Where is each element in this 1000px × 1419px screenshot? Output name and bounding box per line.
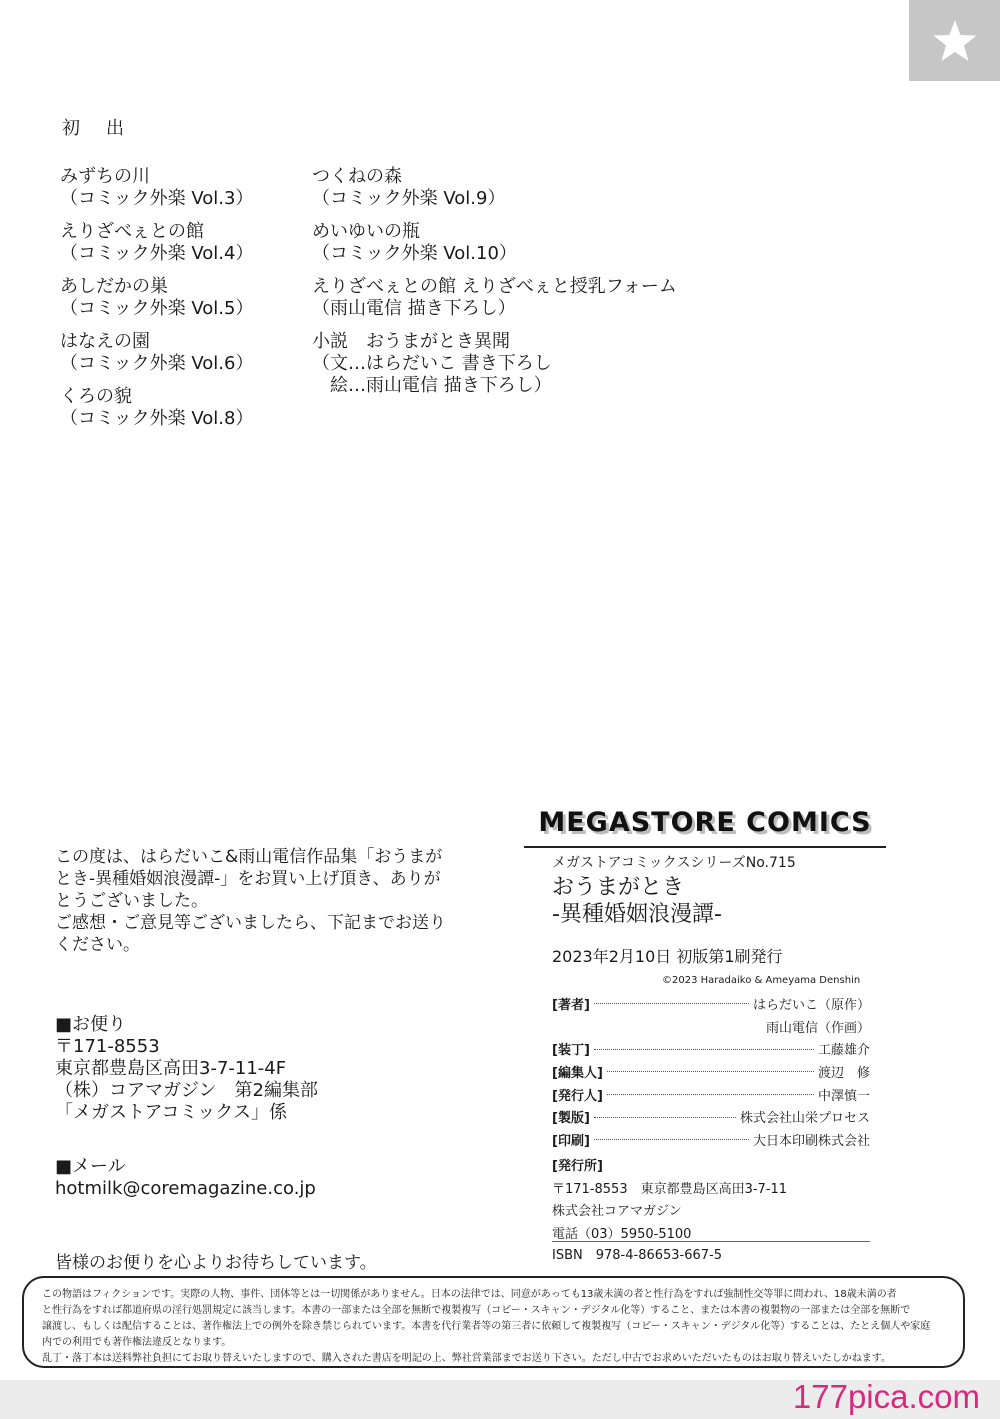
list-item (312, 276, 732, 320)
list-item (60, 331, 300, 375)
list-item (312, 221, 732, 265)
mail-street-address: 東京都豊島区高田3-7-11-4F (55, 1058, 287, 1079)
story-title: みずちの川 (60, 166, 150, 187)
credits-list (552, 992, 870, 1151)
leader-dots (607, 1070, 814, 1072)
leader-dots (594, 1002, 749, 1004)
credit-row (552, 1037, 870, 1060)
list-item (312, 166, 732, 210)
legal-notice-box (22, 1276, 965, 1368)
story-source: （コミック外楽 Vol.4） (60, 243, 254, 264)
star-tab (909, 0, 1000, 81)
story-title: はなえの園 (60, 331, 150, 352)
story-source: （コミック外楽 Vol.3） (60, 188, 254, 209)
mail-department: 「メガストアコミックス」係 (55, 1102, 288, 1123)
leader-dots (594, 1138, 749, 1140)
logo-text: MEGASTORE COMICS (538, 806, 872, 838)
story-title: あしだかの巣 (60, 276, 168, 297)
story-source: （コミック外楽 Vol.9） (312, 188, 506, 209)
publisher-block (552, 1156, 787, 1246)
story-source-line2: 絵…雨山電信 描き下ろし） (312, 375, 552, 396)
series-number: メガストアコミックスシリーズNo.715 (552, 855, 796, 871)
notice-line: 内での利用でも著作権法違反となります。 (42, 1337, 232, 1348)
thank-you-message: この度は、はらだいこ&雨山電信作品集「おうまがとき-異種婚姻浪漫譚-」をお買い上げ頂き、ありがとうございました。 ご感想・ご意見等ございましたら、下記までお送りください。 (55, 847, 446, 955)
copyright: ©2023 Haradaiko & Ameyama Denshin (662, 975, 861, 986)
credit-name: はらだいこ（原作） (752, 997, 870, 1013)
email-block (55, 1156, 316, 1200)
credit-name: 大日本印刷株式会社 (752, 1133, 870, 1149)
megastore-logo (524, 800, 886, 844)
book-title (552, 874, 722, 928)
story-title: つくねの森 (312, 166, 402, 187)
list-item (60, 166, 300, 210)
publisher-name: 株式会社コアマガジン (552, 1204, 682, 1219)
credit-name: 中澤慎一 (817, 1088, 870, 1104)
mail-address-block (55, 1014, 318, 1124)
story-source: （コミック外楽 Vol.8） (60, 408, 254, 429)
credit-role: [装丁] (552, 1043, 590, 1059)
isbn: ISBN 978-4-86653-667-5 (552, 1248, 723, 1263)
notice-line: 譲渡し、もしくは配信することは、著作権法上での例外を除き禁じられています。本書を代行業者等の第三者に依頼して複製複写（コピー・スキャン・デジタル化等）することは、たとえ個人や家庭 (42, 1321, 931, 1332)
list-item (312, 331, 732, 397)
credit-row (552, 992, 870, 1015)
credit-row (552, 1105, 870, 1128)
first-appearances-left (60, 166, 300, 441)
closing-message: 皆様のお便りを心よりお待ちしています。 (55, 1253, 377, 1273)
story-source: （コミック外楽 Vol.6） (60, 353, 254, 374)
notice-line: 乱丁・落丁本は送料弊社負担にてお取り替えいたしますので、購入された書店を明記の上、弊社営業部までお送り下さい。ただし中古でお求めいただいたものはお取り替えいたしかねます。 (42, 1353, 891, 1364)
star-icon (931, 17, 979, 65)
credit-row (552, 1060, 870, 1083)
divider (524, 846, 886, 848)
credit-name: 株式会社山栄プロセス (739, 1111, 870, 1127)
notice-line: と性行為をすれば都道府県の淫行処罰規定に該当します。本書の一部または全部を無断で複製複写（コピー・スキャン・デジタル化等）すること、または本書の複製物の一部または全部を無断で (42, 1305, 911, 1316)
story-title: えりざべぇとの館 (60, 221, 204, 242)
credit-role: [著者] (552, 997, 590, 1013)
story-source: （文…はらだいこ 書き下ろし (312, 353, 552, 374)
story-title: くろの貌 (60, 386, 132, 407)
list-item (60, 276, 300, 320)
list-item (60, 386, 300, 430)
publisher-address: 〒171-8553 東京都豊島区高田3-7-11 (552, 1181, 788, 1197)
watermark: 177pica.com (792, 1378, 980, 1415)
story-title: めいゆいの瓶 (312, 221, 420, 242)
notice-line: この物語はフィクションです。実際の人物、事件、団体等とは一切関係がありません。日本の法律では、同意があっても13歳未満の者と性行為をすれば強制性交等罪に問われ、18歳未満の者 (42, 1289, 897, 1300)
credit-row (552, 1083, 870, 1106)
story-source: （雨山電信 描き下ろし） (312, 298, 516, 319)
credit-name: 雨山電信（作画） (765, 1020, 870, 1036)
first-appearances-right (312, 166, 732, 408)
mail-company: （株）コアマガジン 第2編集部 (55, 1080, 319, 1101)
email-label: ■メール (55, 1156, 126, 1177)
story-title: 小説 おうまがとき異聞 (312, 331, 510, 352)
mail-label: ■お便り (55, 1014, 127, 1035)
edition-date: 2023年2月10日 初版第1刷発行 (552, 947, 783, 966)
story-source: （コミック外楽 Vol.5） (60, 298, 254, 319)
leader-dots (594, 1048, 814, 1050)
email-address: hotmilk@coremagazine.co.jp (55, 1178, 316, 1199)
book-title-line1: おうまがとき (552, 875, 685, 900)
credit-name: 渡辺 修 (817, 1065, 870, 1081)
list-item (60, 221, 300, 265)
leader-dots (594, 1116, 736, 1118)
book-title-line2: -異種婚姻浪漫譚- (552, 902, 722, 927)
publisher-phone: 電話（03）5950-5100 (552, 1226, 692, 1242)
leader-dots (607, 1093, 814, 1095)
credit-row (552, 1128, 870, 1151)
mail-postal-code: 〒171-8553 (55, 1036, 160, 1057)
credit-row (552, 1015, 870, 1038)
publisher-label: [発行所] (552, 1159, 603, 1174)
credit-role: [発行人] (552, 1088, 603, 1104)
story-source: （コミック外楽 Vol.10） (312, 243, 517, 264)
credit-role: [製版] (552, 1111, 590, 1127)
credit-role: [編集人] (552, 1065, 603, 1081)
story-title: えりざべぇとの館 えりざべぇと授乳フォーム (312, 276, 677, 297)
credit-name: 工藤雄介 (817, 1043, 870, 1059)
first-appearances-heading: 初 出 (62, 118, 128, 139)
divider (552, 1241, 870, 1242)
credit-role: [印刷] (552, 1133, 590, 1149)
